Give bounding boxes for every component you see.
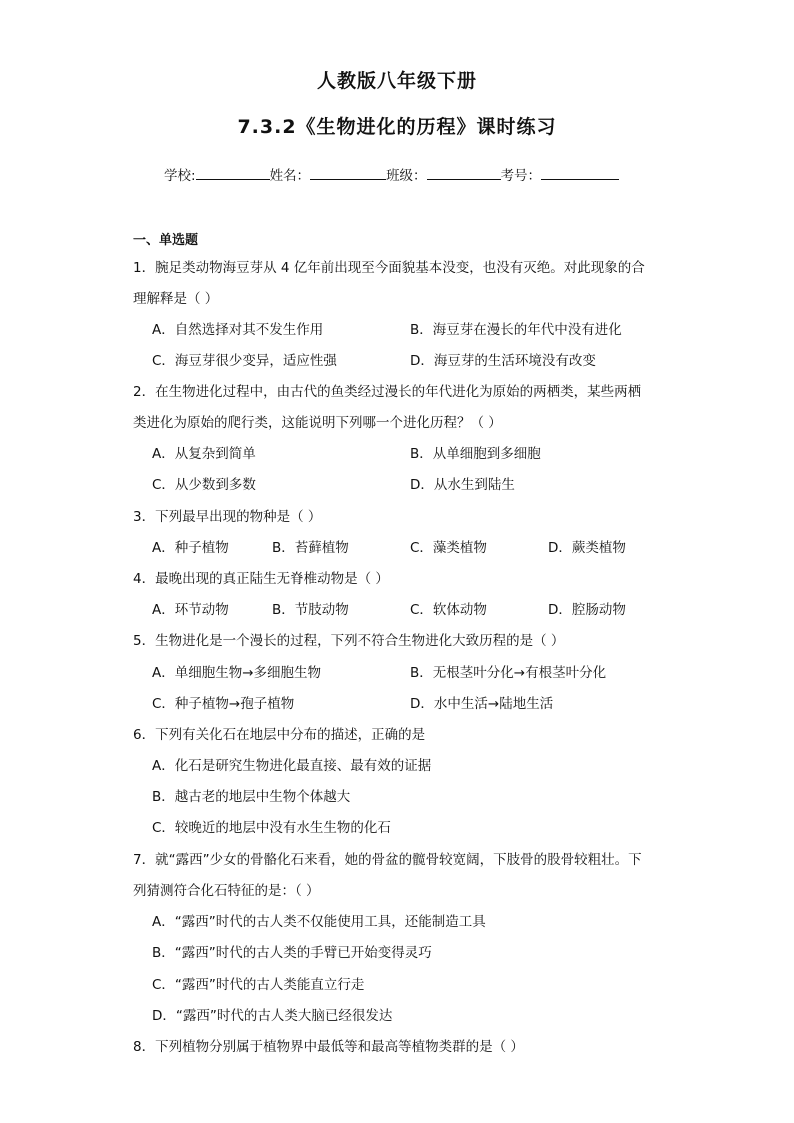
- question-5-option-b[interactable]: B．无根茎叶分化→有根茎叶分化: [410, 665, 607, 681]
- question-3-option-c[interactable]: C．藻类植物: [410, 540, 487, 556]
- question-6-line-1: 6．下列有关化石在地层中分布的描述，正确的是: [133, 727, 426, 743]
- question-5-option-d[interactable]: D．水中生活→陆地生活: [410, 696, 554, 712]
- class-label: 班级：: [386, 168, 427, 184]
- question-7-option-c[interactable]: C．“露西”时代的古人类能直立行走: [152, 977, 365, 993]
- student-info-row: [164, 164, 619, 184]
- section-heading: 一、单选题: [133, 233, 199, 248]
- number-label: 考号：: [500, 168, 542, 184]
- question-4-option-c[interactable]: C．软体动物: [410, 602, 487, 618]
- question-1-option-c[interactable]: C．海豆芽很少变异，适应性强: [152, 353, 337, 369]
- question-1-option-d[interactable]: D．海豆芽的生活环境没有改变: [410, 353, 596, 369]
- question-4-option-b[interactable]: B．节肢动物: [272, 602, 349, 618]
- page-title: 人教版八年级下册: [316, 70, 477, 92]
- name-blank[interactable]: [310, 165, 386, 180]
- question-7-option-a[interactable]: A．“露西”时代的古人类不仅能使用工具，还能制造工具: [152, 914, 486, 930]
- question-5-option-c[interactable]: C．种子植物→孢子植物: [152, 696, 295, 712]
- question-4-option-a[interactable]: A．环节动物: [152, 602, 229, 618]
- school-blank[interactable]: [196, 165, 270, 180]
- question-7-line-1: 7．就“露西”少女的骨骼化石来看，她的骨盆的髋骨较宽阔，下肢骨的股骨较粗壮。下: [133, 852, 642, 868]
- question-1-option-b[interactable]: B．海豆芽在漫长的年代中没有进化: [410, 322, 622, 338]
- question-2-option-b[interactable]: B．从单细胞到多细胞: [410, 446, 541, 462]
- question-6-option-c[interactable]: C．较晚近的地层中没有水生生物的化石: [152, 820, 391, 836]
- class-blank[interactable]: [427, 165, 501, 180]
- question-2-option-d[interactable]: D．从水生到陆生: [410, 477, 515, 493]
- question-6-option-b[interactable]: B．越古老的地层中生物个体越大: [152, 789, 351, 805]
- question-1-line-1: 1．腕足类动物海豆芽从 4 亿年前出现至今面貌基本没变，也没有灭绝。对此现象的合: [133, 260, 645, 276]
- question-2-option-c[interactable]: C．从少数到多数: [152, 477, 256, 493]
- name-label: 姓名：: [269, 168, 311, 184]
- question-7-option-d[interactable]: D．“露西”时代的古人类大脑已经很发达: [152, 1008, 393, 1024]
- number-blank[interactable]: [541, 165, 619, 180]
- page-subtitle: 7.3.2《生物进化的历程》课时练习: [237, 116, 557, 138]
- question-3-option-d[interactable]: D．蕨类植物: [548, 540, 626, 556]
- question-6-option-a[interactable]: A．化石是研究生物进化最直接、最有效的证据: [152, 758, 432, 774]
- question-3-option-b[interactable]: B．苔藓植物: [272, 540, 349, 556]
- question-2-line-1: 2．在生物进化过程中，由古代的鱼类经过漫长的年代进化为原始的两栖类，某些两栖: [133, 384, 642, 400]
- question-3-option-a[interactable]: A．种子植物: [152, 540, 229, 556]
- question-2-line-2: 类进化为原始的爬行类，这能说明下列哪一个进化历程？（ ）: [133, 415, 502, 431]
- question-2-option-a[interactable]: A．从复杂到简单: [152, 446, 256, 462]
- question-4-option-d[interactable]: D．腔肠动物: [548, 602, 626, 618]
- question-7-option-b[interactable]: B．“露西”时代的古人类的手臂已开始变得灵巧: [152, 945, 432, 961]
- question-7-line-2: 列猜测符合化石特征的是：（ ）: [133, 883, 320, 899]
- question-4-line-1: 4．最晚出现的真正陆生无脊椎动物是（ ）: [133, 571, 389, 587]
- question-5-line-1: 5．生物进化是一个漫长的过程，下列不符合生物进化大致历程的是（ ）: [133, 633, 565, 649]
- question-1-line-2: 理解释是（ ）: [133, 291, 219, 307]
- question-3-line-1: 3．下列最早出现的物种是（ ）: [133, 509, 322, 525]
- school-label: 学校:: [164, 168, 196, 184]
- question-8-line-1: 8．下列植物分别属于植物界中最低等和最高等植物类群的是（ ）: [133, 1039, 524, 1055]
- question-5-option-a[interactable]: A．单细胞生物→多细胞生物: [152, 665, 322, 681]
- question-1-option-a[interactable]: A．自然选择对其不发生作用: [152, 322, 324, 338]
